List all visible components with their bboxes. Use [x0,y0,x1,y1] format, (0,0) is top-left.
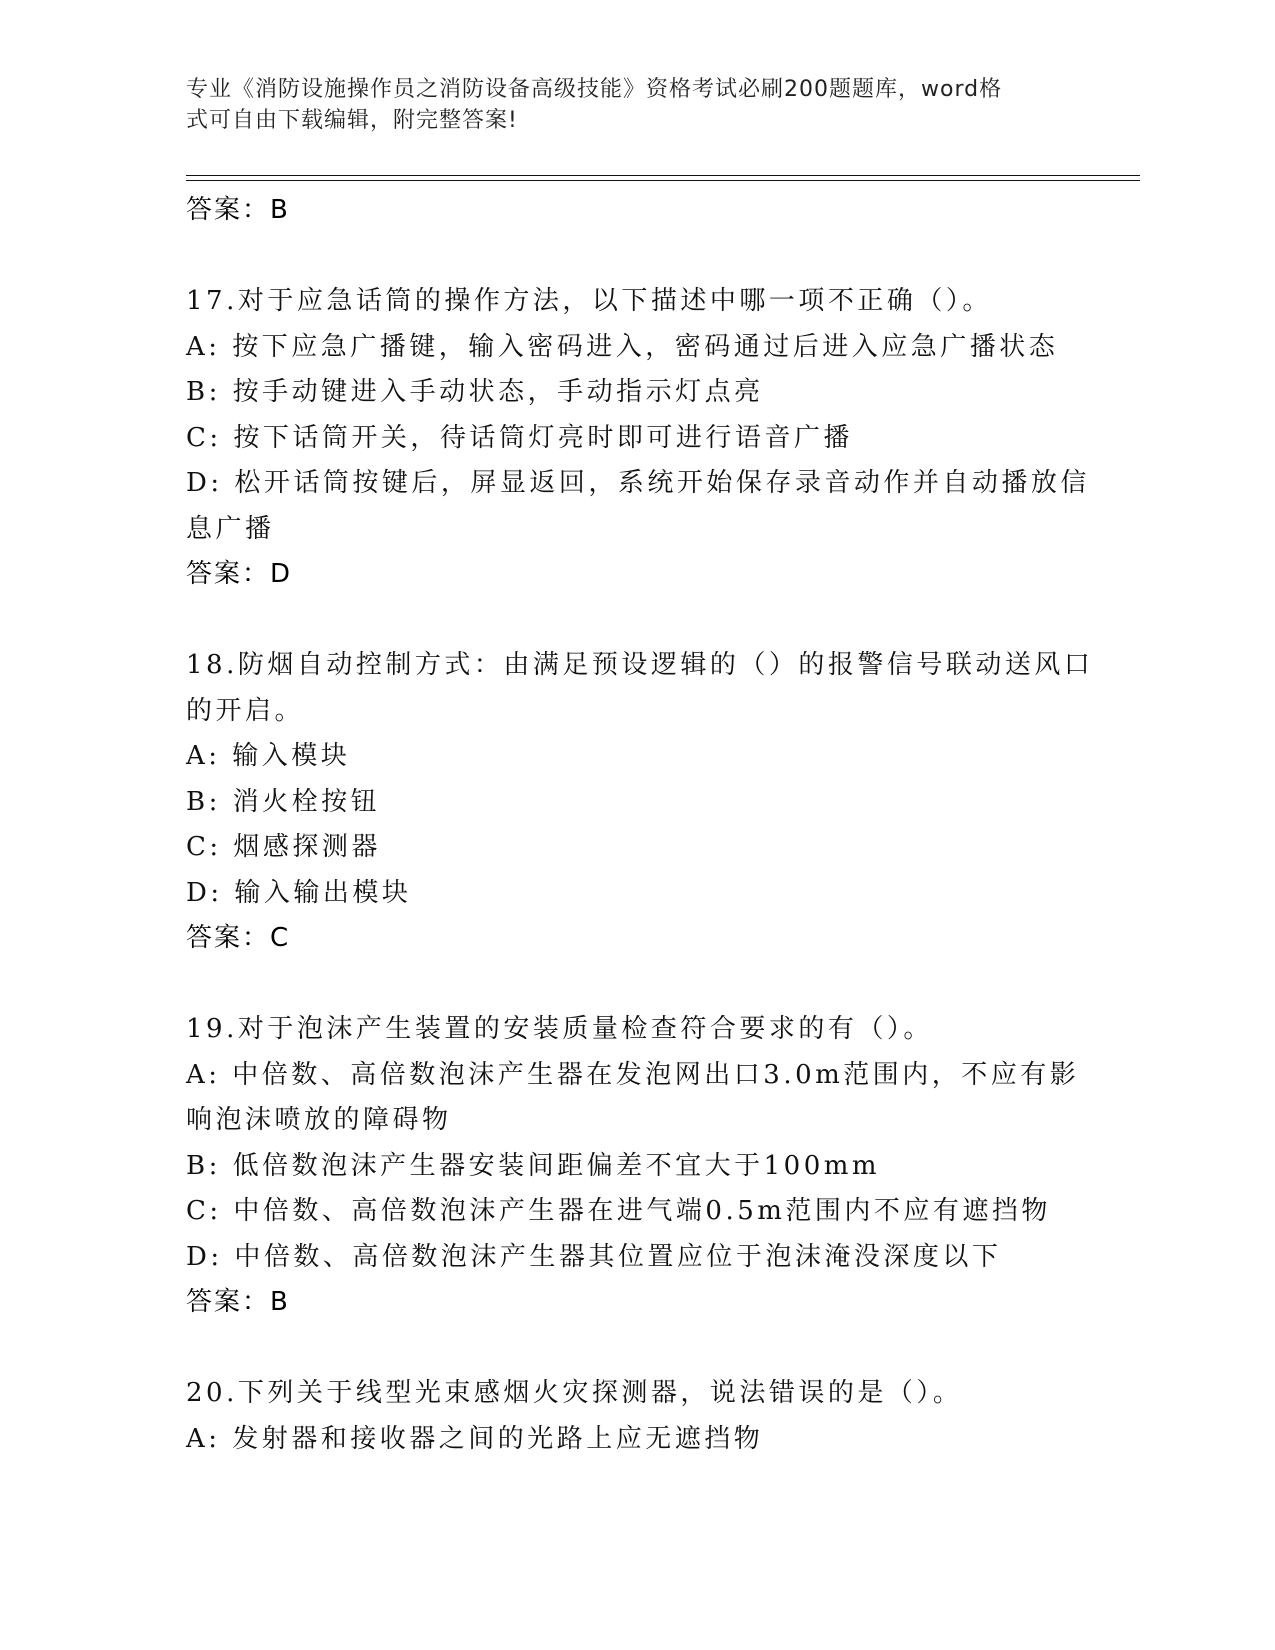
header-divider-top [186,175,1140,176]
question-stem: 18.防烟自动控制方式：由满足预设逻辑的（）的报警信号联动送风口 [186,650,1094,680]
spacer [186,962,1086,1008]
question-list [186,188,1094,1462]
question-stem: 17.对于应急话筒的操作方法，以下描述中哪一项不正确（）。 [186,286,992,316]
option-c: C: 按下话筒开关，待话筒灯亮时即可进行语音广播 [186,422,853,453]
question-stem: 19.对于泡沫产生装置的安装质量检查符合要求的有（）。 [186,1014,933,1044]
question-stem-continued: 的开启。 [186,695,305,726]
option-c: C: 中倍数、高倍数泡沫产生器在进气端0.5m范围内不应有遮挡物 [186,1196,1051,1226]
header-line-1: 专业《消防设施操作员之消防设备高级技能》资格考试必刷200题题库，word格 [186,77,1003,102]
option-b: B: 按手动键进入手动状态，手动指示灯点亮 [186,377,764,407]
page-header [186,74,1086,136]
option-c: C: 烟感探测器 [186,832,381,862]
question-17 [186,279,1090,598]
header-line-2: 式可自由下载编辑，附完整答案! [186,108,518,133]
option-d: D: 松开话筒按键后，屏显返回，系统开始保存录音动作并自动播放信 [186,468,1090,498]
question-18 [186,643,1094,962]
option-b: B: 消火栓按钮 [186,786,381,817]
answer: 答案：C [186,923,291,953]
spacer [186,598,1086,644]
option-a: A: 发射器和接收器之间的光路上应无遮挡物 [186,1423,764,1454]
option-d-continued: 息广播 [186,513,275,544]
answer: 答案：D [186,559,293,589]
header-divider-bottom [186,180,1140,181]
question-19 [186,1007,1086,1326]
option-a: A: 按下应急广播键，输入密码进入，密码通过后进入应急广播状态 [186,331,1059,362]
option-a: A: 输入模块 [186,741,351,771]
spacer [186,1326,1086,1372]
spacer [186,234,1086,280]
option-d: D: 中倍数、高倍数泡沫产生器其位置应位于泡沫淹没深度以下 [186,1241,1002,1272]
previous-answer: 答案：B [186,195,290,225]
option-a: A: 中倍数、高倍数泡沫产生器在发泡网出口3.0m范围内，不应有影 [186,1059,1080,1090]
question-stem: 20.下列关于线型光束感烟火灾探测器，说法错误的是（）。 [186,1378,963,1408]
option-d: D: 输入输出模块 [186,877,412,908]
option-a-continued: 响泡沫喷放的障碍物 [186,1105,452,1135]
answer: 答案：B [186,1287,290,1317]
question-20 [186,1371,1086,1462]
option-b: B: 低倍数泡沫产生器安装间距偏差不宜大于100mm [186,1150,881,1181]
